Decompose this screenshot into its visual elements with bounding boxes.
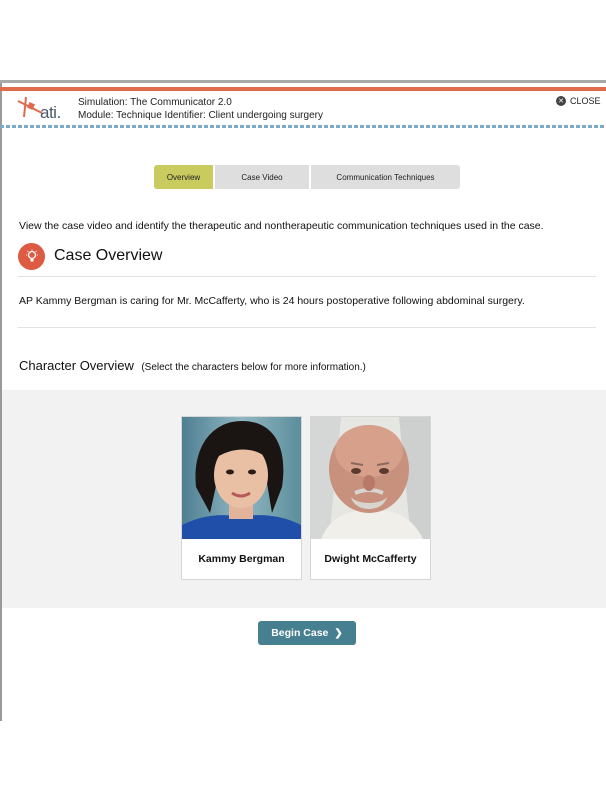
logo-text: ati.	[40, 103, 61, 122]
accent-bar	[0, 87, 606, 91]
character-overview-heading	[19, 357, 366, 375]
character-name: Kammy Bergman	[198, 553, 285, 565]
dwight-mccafferty-photo	[311, 417, 430, 539]
close-label: CLOSE	[570, 96, 601, 106]
begin-case-button[interactable]	[258, 621, 356, 645]
instruction-text: View the case video and identify the therapeutic and nontherapeutic communication techniques used in the case.	[19, 220, 544, 232]
window-top-border	[0, 80, 606, 83]
character-panel	[2, 390, 606, 608]
case-overview-text: AP Kammy Bergman is caring for Mr. McCafferty, who is 24 hours postoperative following abdominal surgery.	[19, 295, 525, 307]
divider	[18, 327, 596, 328]
character-overview-hint: (Select the characters below for more information.)	[141, 362, 366, 373]
kammy-bergman-photo	[182, 417, 301, 539]
character-overview-title: Character Overview	[19, 358, 134, 373]
tab-overview[interactable]: Overview	[154, 165, 213, 189]
begin-case-label: Begin Case	[271, 627, 329, 639]
tab-communication-techniques[interactable]: Communication Techniques	[311, 165, 460, 189]
module-title: Module: Technique Identifier: Client undergoing surgery	[78, 110, 323, 121]
close-icon: ✕	[556, 96, 566, 106]
lightbulb-icon	[18, 243, 45, 270]
divider	[18, 276, 596, 277]
case-overview-title: Case Overview	[54, 247, 163, 264]
character-name: Dwight McCafferty	[324, 553, 417, 565]
character-card-kammy-bergman[interactable]	[181, 416, 302, 580]
header-divider	[0, 125, 606, 128]
close-button[interactable]	[556, 96, 601, 106]
chevron-right-icon: ❯	[334, 627, 343, 639]
simulation-title: Simulation: The Communicator 2.0	[78, 97, 232, 108]
tab-case-video[interactable]: Case Video	[215, 165, 309, 189]
tab-bar	[154, 165, 460, 189]
character-card-dwight-mccafferty[interactable]	[310, 416, 431, 580]
